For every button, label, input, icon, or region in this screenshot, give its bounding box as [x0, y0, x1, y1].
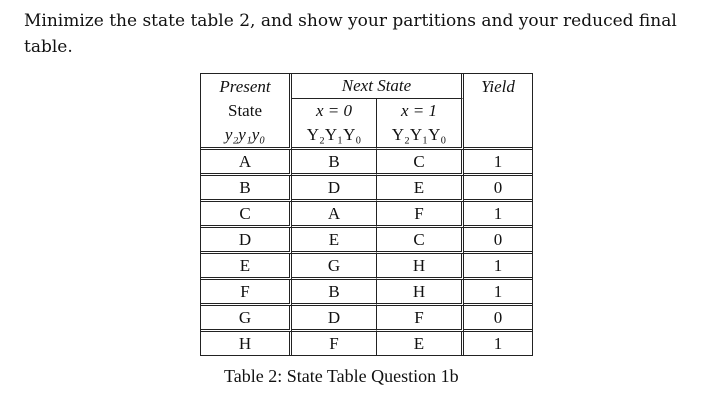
present-state-cell: A [201, 150, 292, 176]
table-row [201, 176, 532, 202]
next-state-x0-cell: B [292, 280, 377, 306]
state-table-container [200, 73, 533, 356]
next-state-x0-cell: D [292, 176, 377, 202]
present-state-cell: H [201, 332, 292, 355]
header-row-1 [201, 74, 532, 99]
header-present-vars: y₂y₁y₀ [201, 123, 292, 150]
table-row [201, 280, 532, 306]
next-state-x0-cell: D [292, 306, 377, 332]
header-yield-blank-2 [464, 123, 532, 150]
next-state-x1-cell: F [377, 306, 464, 332]
yield-cell: 0 [464, 228, 532, 254]
present-state-cell: D [201, 228, 292, 254]
next-state-x1-cell: E [377, 176, 464, 202]
present-state-cell: C [201, 202, 292, 228]
next-state-x0-cell: G [292, 254, 377, 280]
present-state-cell: G [201, 306, 292, 332]
table-row [201, 228, 532, 254]
header-x0: x = 0 [292, 99, 377, 123]
next-state-x1-cell: C [377, 228, 464, 254]
present-state-cell: B [201, 176, 292, 202]
present-state-cell: F [201, 280, 292, 306]
question-text: Minimize the state table 2, and show your partitions and your reduced final table. [24, 11, 677, 57]
table-row [201, 254, 532, 280]
header-state: State [201, 99, 292, 123]
header-yield-blank [464, 99, 532, 123]
header-x0-vars: Y₂Y₁Y₀ [292, 123, 377, 150]
next-state-x1-cell: H [377, 280, 464, 306]
table-row [201, 150, 532, 176]
next-state-x0-cell: E [292, 228, 377, 254]
table-caption: Table 2: State Table Question 1b [224, 366, 459, 386]
yield-cell: 1 [464, 150, 532, 176]
yield-cell: 0 [464, 306, 532, 332]
table-row [201, 202, 532, 228]
yield-cell: 1 [464, 254, 532, 280]
header-row-2 [201, 99, 532, 123]
yield-cell: 1 [464, 280, 532, 306]
header-x1: x = 1 [377, 99, 464, 123]
header-yield: Yield [481, 76, 515, 96]
yield-cell: 0 [464, 176, 532, 202]
table-row [201, 306, 532, 332]
table-row [201, 332, 532, 355]
yield-cell: 1 [464, 202, 532, 228]
header-next-state: Next State [292, 74, 464, 99]
next-state-x0-cell: B [292, 150, 377, 176]
header-present: Present [201, 74, 292, 99]
yield-cell: 1 [493, 334, 503, 353]
next-state-x1-cell: C [377, 150, 464, 176]
next-state-x1-cell: E [377, 332, 464, 355]
next-state-x0-cell: F [292, 332, 377, 355]
present-state-cell: E [201, 254, 292, 280]
state-table [200, 73, 533, 356]
header-row-3 [201, 123, 532, 150]
next-state-x1-cell: H [377, 254, 464, 280]
next-state-x1-cell: F [377, 202, 464, 228]
header-x1-vars: Y₂Y₁Y₀ [377, 123, 464, 150]
next-state-x0-cell: A [292, 202, 377, 228]
